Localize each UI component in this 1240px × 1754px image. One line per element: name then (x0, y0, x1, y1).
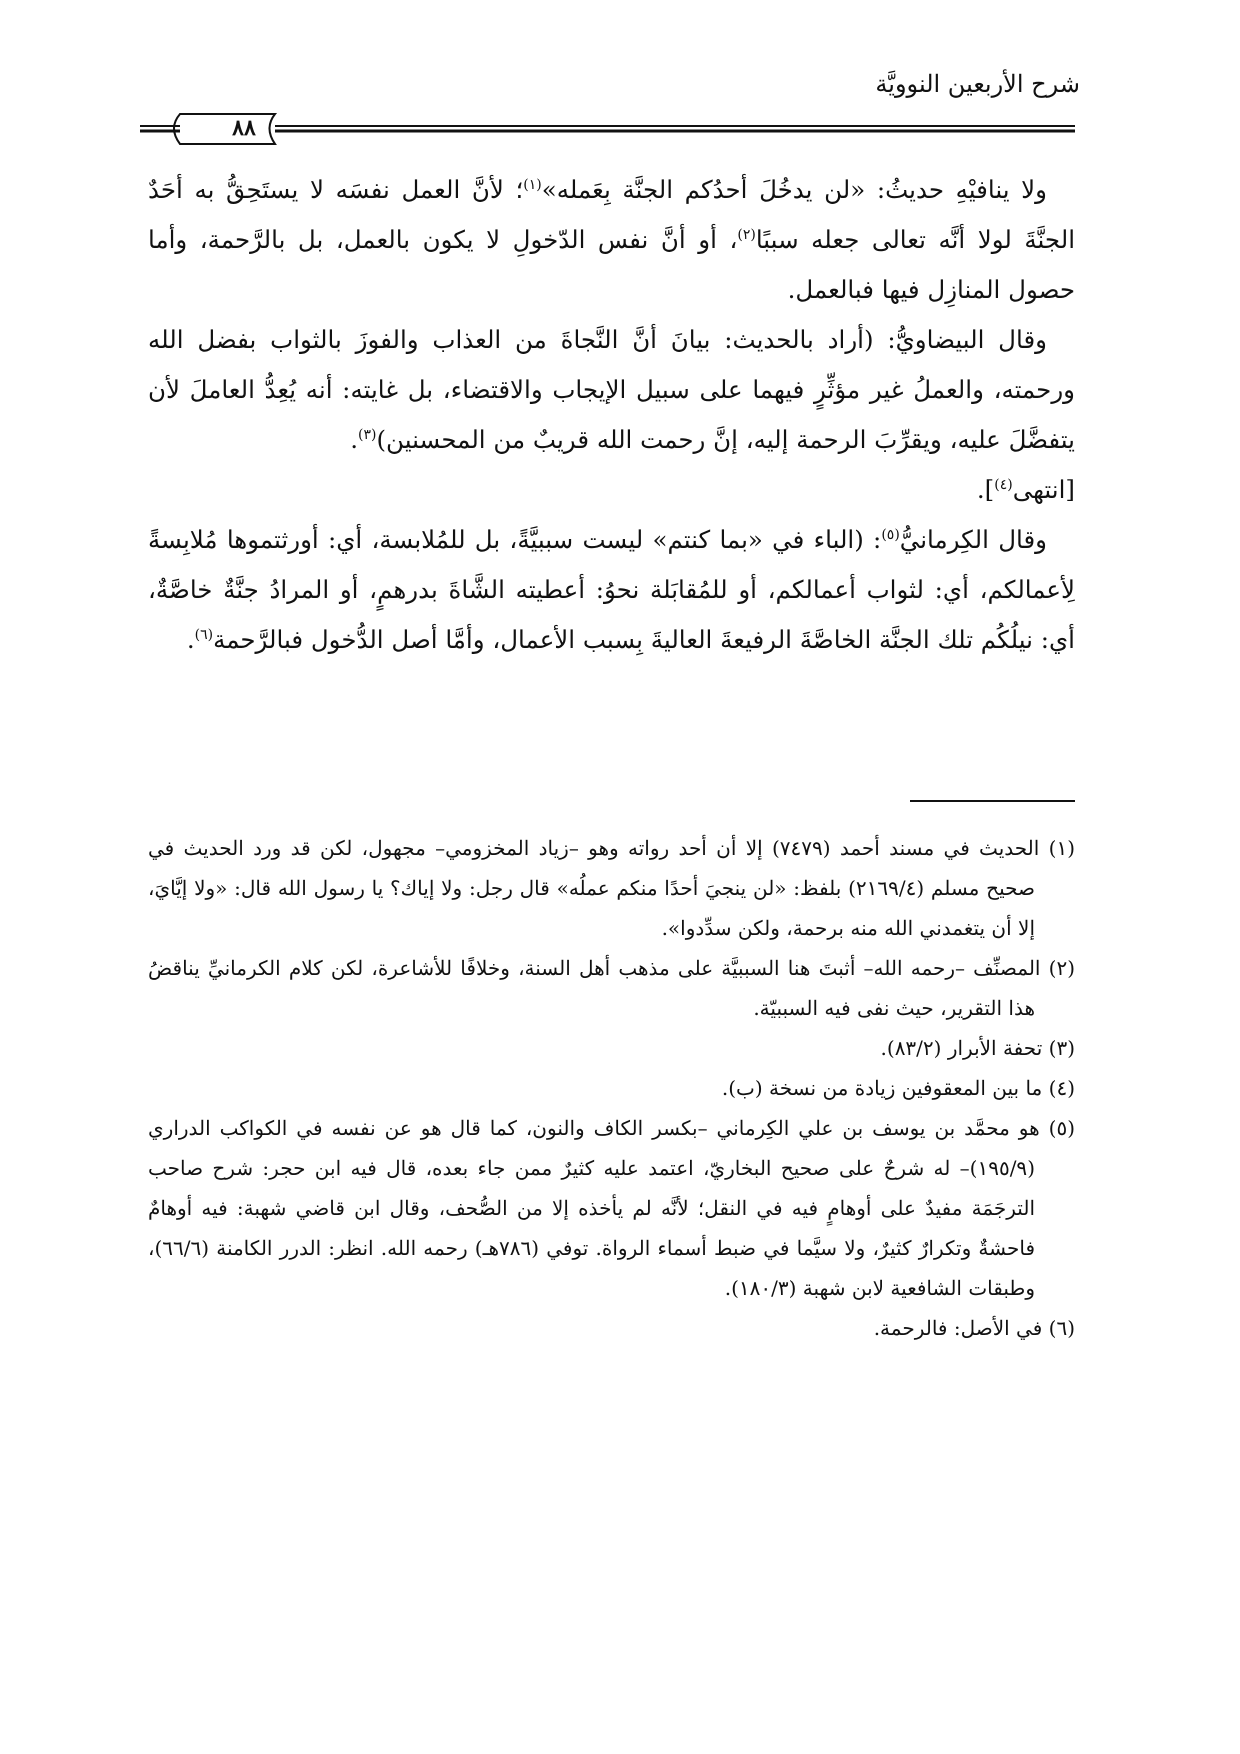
paragraph-2: وقال البيضاويُّ: (أراد بالحديث: بيانَ أنَّ النَّجاةَ من العذاب والفوزَ بالثواب بفضل الله ورحمته، والعملُ غير مؤثِّرٍ فيهما على سبيل الإيجاب والاقتضاء، بل غايته: أنه يُعِدُّ العاملَ لأن يتفضَّلَ عليه، ويقرِّبَ الرحمة إليه، إنَّ رحمت الله قريبٌ من المحسنين)$^{(٣)}$. (148, 325, 1075, 454)
footnote-4: (٤) ما بين المعقوفين زيادة من نسخة (ب). (721, 1076, 1075, 1100)
footnotes (148, 828, 1075, 1348)
running-header-title: شرح الأربعين النوويَّة (875, 70, 1080, 98)
main-text (148, 165, 1075, 665)
footnote-ref-1[interactable]: (١) (523, 176, 542, 193)
footnote-3: (٣) تحفة الأبرار (٨٣/٢). (880, 1036, 1075, 1060)
footnote-separator (910, 800, 1075, 802)
paragraph-4: وقال الكِرمانيُّ$^{(٥)}$: (الباء في «بما كنتم» ليست سببيَّةً، بل للمُلابسة، أي: أورثتموها مُلابِسةً لِأعمالكم، أي: لثواب أعمالكم، أو للمُقابَلة نحوُ: أعطيته الشَّاةَ بدرهمٍ، أو المرادُ جنَّةٌ خاصَّةٌ، أي: نيلُكُم تلك الجنَّة الخاصَّةَ الرفيعةَ العاليةَ بِسبب الأعمال، وأمَّا أصل الدُّخول فبالرَّحمة$^{(٦)}$. (148, 525, 1075, 654)
footnote-ref-5[interactable]: (٥) (881, 526, 900, 543)
footnote-ref-4[interactable]: (٤) (994, 476, 1013, 493)
footnote-5: (٥) هو محمَّد بن يوسف بن علي الكِرماني –بكسر الكاف والنون، كما قال هو عن نفسه في الكواكب الدراري (١٩٥/٩)– له شرحٌ على صحيح البخاريّ، اعتمد عليه كثيرٌ ممن جاء بعده، قال فيه ابن حجر: شرح صاحب الترجَمَة مفيدٌ على أوهامٍ فيه في النقل؛ لأنَّه لم يأخذه إلا من الصُّحف، وقال ابن قاضي شهبة: فيه أوهامٌ فاحشةٌ وتكرارٌ كثيرٌ، ولا سيَّما في ضبط أسماء الرواة. توفي (٧٨٦هـ) رحمه الله. انظر: الدرر الكامنة (٦٦/٦)، وطبقات الشافعية لابن شهبة (١٨٠/٣). (148, 1116, 1075, 1300)
page-number: ٨٨ (232, 115, 256, 141)
footnote-6: (٦) في الأصل: فالرحمة. (873, 1316, 1075, 1340)
paragraph-3: [انتهى$^{(٤)}$]. (976, 475, 1075, 504)
footnote-ref-2[interactable]: (٢) (737, 226, 756, 243)
footnote-ref-6[interactable]: (٦) (194, 626, 214, 643)
paragraph-1: ولا ينافيْهِ حديثُ: «لن يدخُلَ أحدُكم الجنَّة بِعَمله»$^{(١)}$؛ لأنَّ العمل نفسَه لا يستَحِقُّ به أحَدٌ الجنَّةَ لولا أنَّه تعالى جعله سببًا$^{(٢)}$، أو أنَّ نفس الدّخولِ لا يكون بالعمل، بل بالرَّحمة، وأما حصول المنازِل فيها فبالعمل. (148, 175, 1075, 304)
footnote-1: (١) الحديث في مسند أحمد (٧٤٧٩) إلا أن أحد رواته وهو –زياد المخزومي– مجهول، لكن قد ورد الحديث في صحيح مسلم (٢١٦٩/٤) بلفظ: «لن ينجيَ أحدًا منكم عملُه» قال رجل: ولا إياك؟ يا رسول الله قال: «ولا إيَّايَ، إلا أن يتغمدني الله منه برحمة، ولكن سدِّدوا». (148, 836, 1075, 940)
footnote-ref-3[interactable]: (٣) (358, 426, 377, 443)
footnote-2: (٢) المصنِّف –رحمه الله– أثبتَ هنا السببيَّة على مذهب أهل السنة، وخلافًا للأشاعرة، لكن كلام الكرمانيِّ يناقضُ هذا التقرير، حيث نفى فيه السببيّة. (148, 956, 1075, 1020)
